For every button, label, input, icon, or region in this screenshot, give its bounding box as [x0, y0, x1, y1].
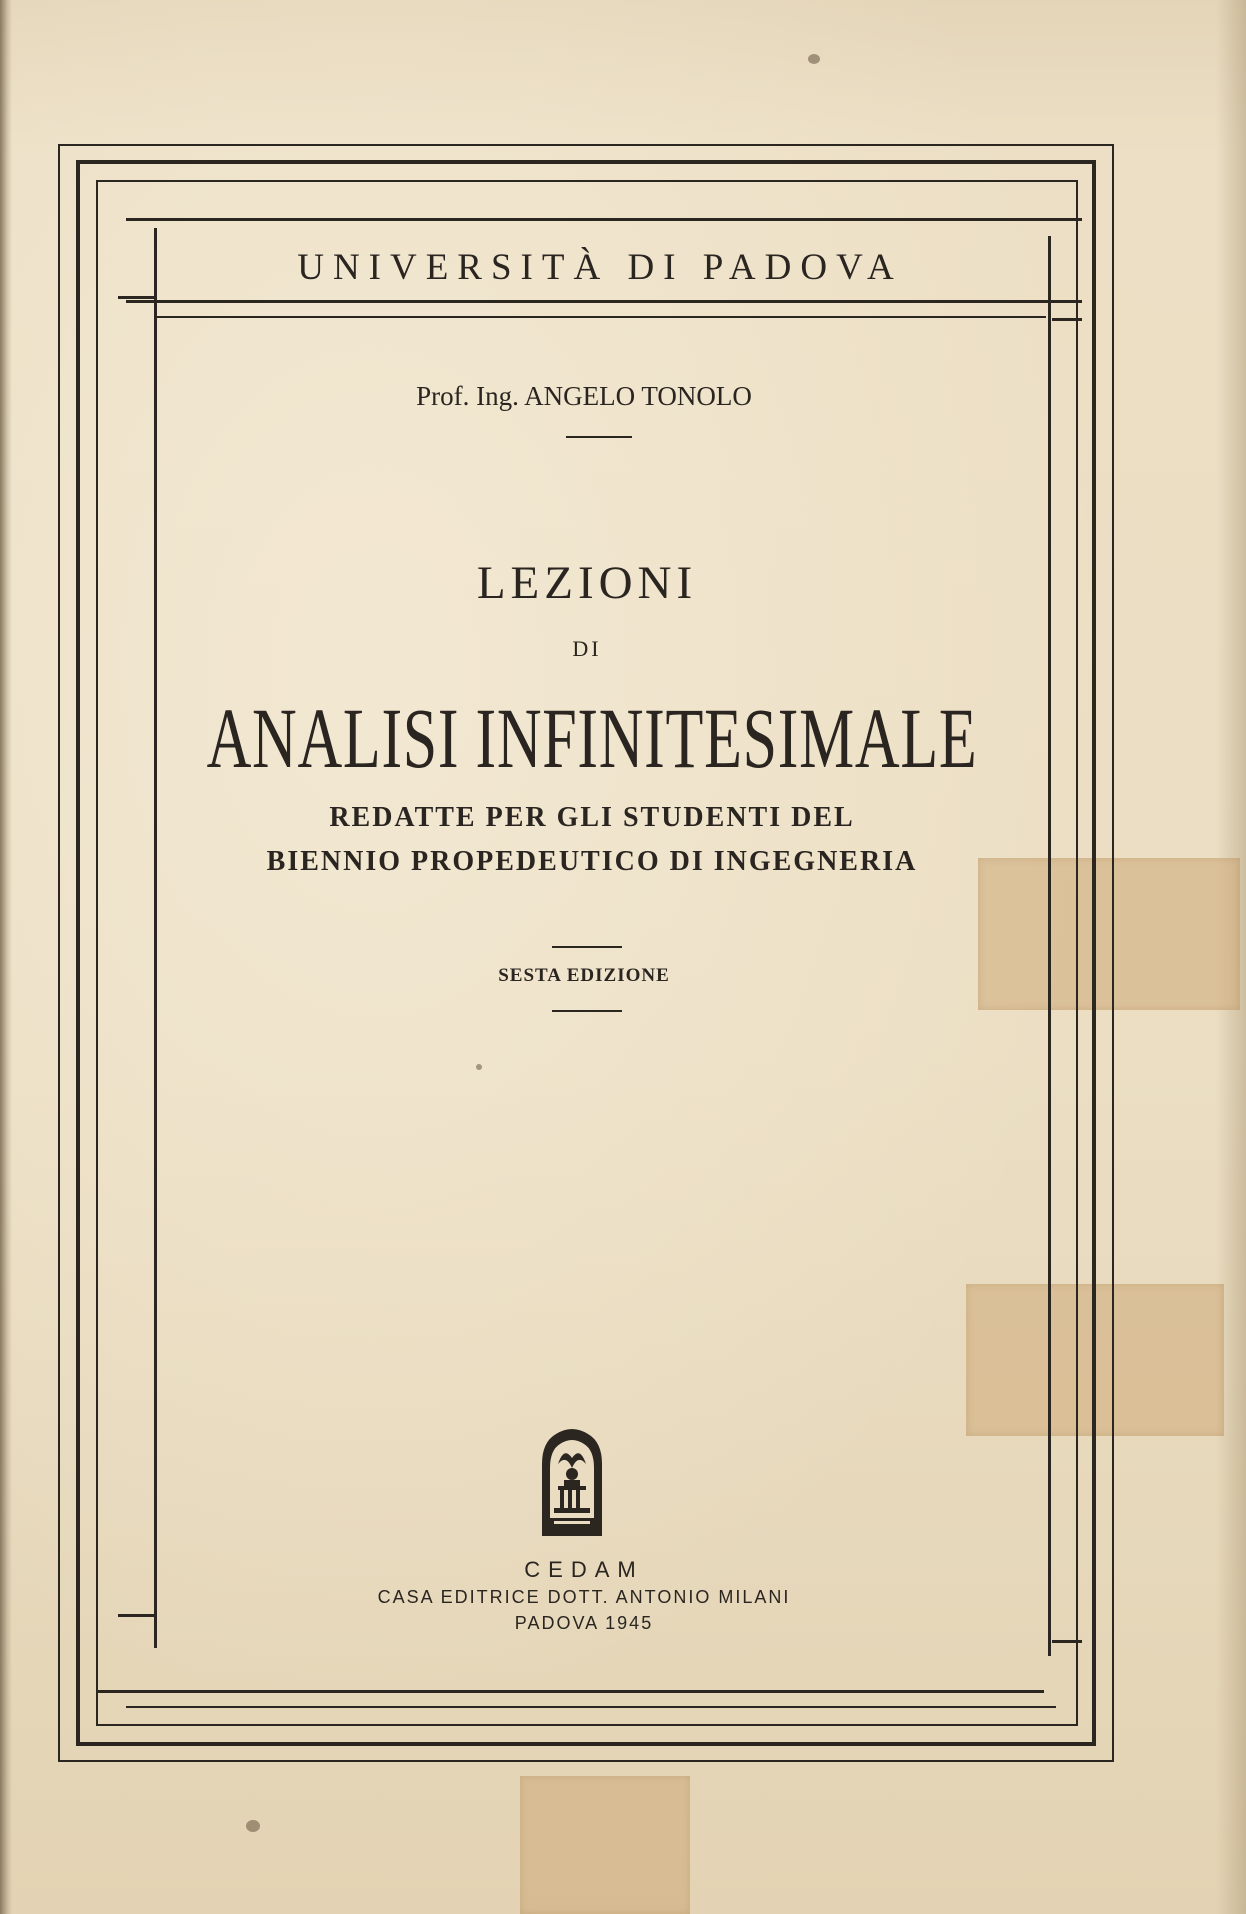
edition-label: SESTA EDIZIONE — [498, 965, 670, 986]
subtitle-line-1: REDATTE PER GLI STUDENTI DEL — [329, 802, 855, 833]
divider-rule — [552, 1010, 622, 1012]
divider-rule — [566, 436, 632, 438]
divider-rule — [552, 946, 622, 948]
ink-speck — [476, 1064, 482, 1070]
title-line-di: DI — [572, 636, 602, 661]
publisher-name: CEDAM — [524, 1557, 644, 1582]
ink-speck — [246, 1820, 260, 1832]
ink-speck — [808, 54, 820, 64]
binding-edge-shadow — [0, 0, 12, 1914]
main-title: ANALISI INFINITESIMALE — [206, 690, 978, 786]
author-name: Prof. Ing. ANGELO TONOLO — [416, 381, 752, 411]
publisher-house: CASA EDITRICE DOTT. ANTONIO MILANI — [377, 1587, 791, 1607]
cedam-emblem-icon — [534, 1424, 610, 1538]
publisher-city-year: PADOVA 1945 — [514, 1613, 654, 1633]
university-name: UNIVERSITÀ DI PADOVA — [297, 247, 903, 288]
subtitle-line-2: BIENNIO PROPEDEUTICO DI INGEGNERIA — [266, 846, 918, 877]
tape-patch-bottom — [520, 1776, 690, 1914]
tape-patch-upper — [978, 858, 1240, 1010]
title-line-lezioni: LEZIONI — [476, 557, 698, 609]
